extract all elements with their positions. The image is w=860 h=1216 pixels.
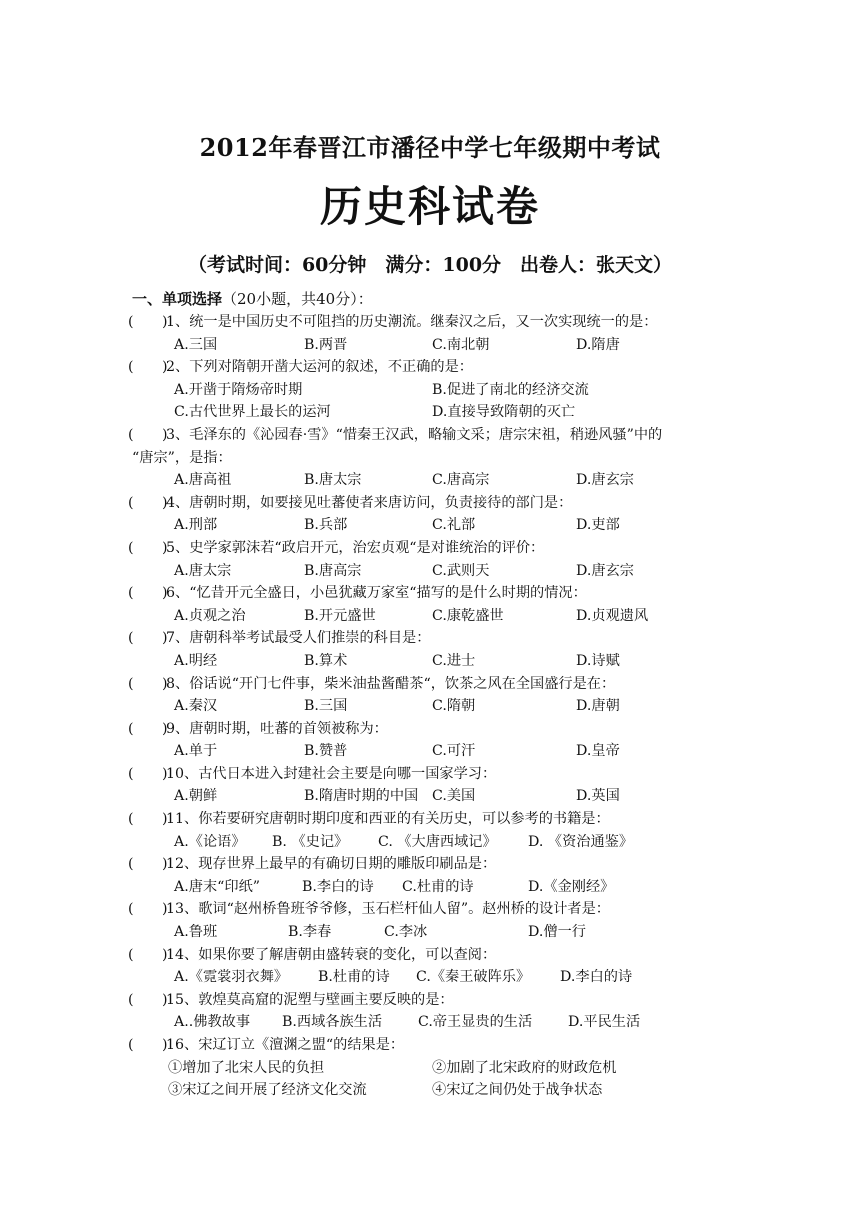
question-continuation-line bbox=[0, 447, 860, 470]
answer-option: C.杜甫的诗 bbox=[402, 878, 474, 895]
answer-option: A.唐太宗 bbox=[174, 562, 232, 579]
question-text: 12、现存世界上最早的有确切日期的雕版印刷品是： bbox=[166, 856, 497, 873]
answer-paren-close: ) bbox=[162, 426, 168, 443]
answer-option: ①增加了北宋人民的负担 bbox=[168, 1059, 325, 1076]
answer-option: B.两晋 bbox=[304, 336, 348, 353]
answer-option: A.鲁班 bbox=[174, 924, 218, 941]
question-line bbox=[0, 1034, 860, 1057]
answer-paren-open: ( bbox=[128, 811, 134, 828]
answer-option: D.贞观遗风 bbox=[576, 607, 649, 624]
answer-option: A.《论语》 bbox=[174, 833, 246, 850]
answer-option: C.武则天 bbox=[432, 562, 490, 579]
options-line bbox=[0, 334, 860, 357]
question-continuation: “唐宗”，是指： bbox=[132, 449, 232, 466]
answer-option: B.杜甫的诗 bbox=[318, 969, 390, 986]
question-list bbox=[0, 311, 860, 1102]
question-text: 2、下列对隋朝开凿大运河的叙述，不正确的是： bbox=[166, 359, 473, 376]
answer-option: A.明经 bbox=[174, 652, 218, 669]
question-text: 3、毛泽东的《沁园春·雪》“惜秦王汉武，略输文采；唐宗宋祖，稍逊风骚”中的 bbox=[166, 426, 663, 443]
answer-paren-open: ( bbox=[128, 856, 134, 873]
answer-option: D.英国 bbox=[576, 788, 620, 805]
answer-option: D.平民生活 bbox=[568, 1014, 641, 1031]
answer-option: C.康乾盛世 bbox=[432, 607, 504, 624]
answer-option: D.吏部 bbox=[576, 517, 620, 534]
question-line bbox=[0, 944, 860, 967]
answer-option: B. 《史记》 bbox=[272, 833, 349, 850]
answer-paren-open: ( bbox=[128, 946, 134, 963]
answer-option: B.赞普 bbox=[304, 743, 348, 760]
answer-option: D.僧一行 bbox=[528, 924, 586, 941]
section-title: 一、单项选择 bbox=[132, 290, 223, 308]
answer-option: A.贞观之治 bbox=[174, 607, 246, 624]
question-text: 13、歌词“赵州桥鲁班爷爷修，玉石栏杆仙人留”。赵州桥的设计者是： bbox=[166, 901, 610, 918]
answer-paren-open: ( bbox=[128, 585, 134, 602]
answer-option: A.单于 bbox=[174, 743, 218, 760]
answer-option: B.李白的诗 bbox=[302, 878, 374, 895]
answer-paren-close: ) bbox=[162, 811, 168, 828]
answer-option: C.进士 bbox=[432, 652, 476, 669]
question-text: 8、俗话说“开门七件事，柴米油盐酱醋茶“，饮茶之风在全国盛行是在： bbox=[166, 675, 616, 692]
answer-paren-open: ( bbox=[128, 539, 134, 556]
answer-paren-open: ( bbox=[128, 720, 134, 737]
answer-option: B.算术 bbox=[304, 652, 348, 669]
answer-paren-close: ) bbox=[162, 585, 168, 602]
answer-option: C.隋朝 bbox=[432, 698, 476, 715]
options-line bbox=[0, 695, 860, 718]
answer-paren-close: ) bbox=[162, 675, 168, 692]
answer-paren-close: ) bbox=[162, 630, 168, 647]
answer-paren-open: ( bbox=[128, 765, 134, 782]
answer-paren-open: ( bbox=[128, 630, 134, 647]
question-text: 4、唐朝时期，如要接见吐蕃使者来唐访问，负责接待的部门是： bbox=[166, 494, 573, 511]
answer-option: C.南北朝 bbox=[432, 336, 490, 353]
question-text: 6、“忆昔开元全盛日，小邑犹藏万家室“描写的是什么时期的情况： bbox=[166, 585, 587, 602]
options-line bbox=[0, 560, 860, 583]
question-line bbox=[0, 356, 860, 379]
question-text: 5、史学家郭沫若“政启开元，治宏贞观“是对谁统治的评价： bbox=[166, 539, 545, 556]
answer-option: C.古代世界上最长的运河 bbox=[174, 404, 331, 421]
answer-paren-open: ( bbox=[128, 991, 134, 1008]
answer-paren-open: ( bbox=[128, 494, 134, 511]
answer-option: A.朝鲜 bbox=[174, 788, 218, 805]
answer-paren-close: ) bbox=[162, 765, 168, 782]
answer-option: A.刑部 bbox=[174, 517, 218, 534]
answer-option: C. 《大唐西域记》 bbox=[378, 833, 497, 850]
question-text: 9、唐朝时期，吐蕃的首领被称为： bbox=[166, 720, 388, 737]
answer-option: C.礼部 bbox=[432, 517, 476, 534]
question-text: 15、敦煌莫高窟的泥塑与壁画主要反映的是： bbox=[166, 991, 454, 1008]
answer-paren-close: ) bbox=[162, 494, 168, 511]
question-line bbox=[0, 311, 860, 334]
exam-title: 2012年春晋江市潘径中学七年级期中考试 bbox=[199, 133, 661, 162]
options-line bbox=[0, 650, 860, 673]
question-text: 10、古代日本进入封建社会主要是向哪一国家学习： bbox=[166, 765, 497, 782]
subject-title: 历史科试卷 bbox=[319, 182, 540, 231]
answer-option: D. 《资治通鉴》 bbox=[528, 833, 634, 850]
answer-option: C.美国 bbox=[432, 788, 476, 805]
answer-option: ④宋辽之间仍处于战争状态 bbox=[432, 1082, 603, 1099]
answer-option: D.诗赋 bbox=[576, 652, 620, 669]
answer-option: D.隋唐 bbox=[576, 336, 620, 353]
options-line bbox=[0, 605, 860, 628]
options-line bbox=[0, 514, 860, 537]
answer-option: B.隋唐时期的中国 bbox=[304, 788, 419, 805]
question-line bbox=[0, 492, 860, 515]
answer-paren-open: ( bbox=[128, 314, 134, 330]
answer-option: B.促进了南北的经济交流 bbox=[432, 381, 589, 398]
answer-option: D.唐玄宗 bbox=[576, 562, 634, 579]
answer-option: D.唐玄宗 bbox=[576, 472, 634, 489]
answer-option: B.西域各族生活 bbox=[282, 1014, 383, 1031]
answer-option: ②加剧了北宋政府的财政危机 bbox=[432, 1059, 617, 1076]
options-line bbox=[0, 469, 860, 492]
answer-option: B.李春 bbox=[288, 924, 332, 941]
answer-option: D.皇帝 bbox=[576, 743, 620, 760]
answer-paren-open: ( bbox=[128, 426, 134, 443]
question-line bbox=[0, 537, 860, 560]
question-line bbox=[0, 627, 860, 650]
answer-option: A.三国 bbox=[174, 336, 218, 353]
options-line bbox=[0, 966, 860, 989]
answer-option: A.开凿于隋炀帝时期 bbox=[174, 381, 303, 398]
options-line bbox=[0, 831, 860, 854]
answer-option: B.唐太宗 bbox=[304, 472, 362, 489]
answer-option: A.唐末“印纸” bbox=[174, 878, 261, 895]
answer-option: A..佛教故事 bbox=[174, 1014, 251, 1031]
options-line bbox=[0, 785, 860, 808]
options-line bbox=[0, 1079, 860, 1102]
question-line bbox=[0, 582, 860, 605]
answer-paren-close: ) bbox=[162, 946, 168, 963]
answer-option: ③宋辽之间开展了经济文化交流 bbox=[168, 1082, 367, 1099]
answer-option: B.开元盛世 bbox=[304, 607, 376, 624]
answer-option: D.李白的诗 bbox=[560, 969, 633, 986]
question-text: 14、如果你要了解唐朝由盛转衰的变化，可以查阅： bbox=[166, 946, 497, 963]
answer-paren-open: ( bbox=[128, 1037, 134, 1053]
answer-option: C.李冰 bbox=[384, 924, 428, 941]
options-line bbox=[0, 921, 860, 944]
question-line bbox=[0, 898, 860, 921]
answer-option: B.唐高宗 bbox=[304, 562, 362, 579]
answer-paren-close: ) bbox=[162, 1037, 168, 1053]
answer-paren-open: ( bbox=[128, 901, 134, 918]
answer-option: D.《金刚经》 bbox=[528, 878, 615, 895]
question-text: 7、唐朝科举考试最受人们推崇的科目是： bbox=[166, 630, 431, 647]
answer-option: C.可汗 bbox=[432, 743, 476, 760]
answer-option: C.唐高宗 bbox=[432, 472, 490, 489]
options-line bbox=[0, 379, 860, 402]
answer-option: A.秦汉 bbox=[174, 698, 218, 715]
section-heading bbox=[132, 288, 373, 309]
section-note: （20小题，共40分）： bbox=[222, 290, 373, 308]
answer-paren-close: ) bbox=[162, 539, 168, 556]
exam-info: （考试时间：60分钟 满分：100分 出卷人：张天文） bbox=[187, 254, 673, 276]
answer-option: C.《秦王破阵乐》 bbox=[416, 969, 531, 986]
question-line bbox=[0, 808, 860, 831]
question-text: 1、统一是中国历史不可阻挡的历史潮流。继秦汉之后，又一次实现统一的是： bbox=[166, 314, 658, 330]
question-line bbox=[0, 763, 860, 786]
question-line bbox=[0, 718, 860, 741]
options-line bbox=[0, 1011, 860, 1034]
options-line bbox=[0, 740, 860, 763]
answer-option: B.兵部 bbox=[304, 517, 348, 534]
answer-option: A.《霓裳羽衣舞》 bbox=[174, 969, 289, 986]
answer-paren-close: ) bbox=[162, 314, 168, 330]
answer-option: D.直接导致隋朝的灭亡 bbox=[432, 404, 576, 421]
options-line bbox=[0, 401, 860, 424]
question-line bbox=[0, 989, 860, 1012]
answer-paren-close: ) bbox=[162, 991, 168, 1008]
options-line bbox=[0, 876, 860, 899]
question-line bbox=[0, 673, 860, 696]
question-text: 16、宋辽订立《澶渊之盟“的结果是： bbox=[166, 1037, 405, 1053]
answer-option: D.唐朝 bbox=[576, 698, 620, 715]
options-line bbox=[0, 1057, 860, 1080]
answer-paren-close: ) bbox=[162, 901, 168, 918]
question-text: 11、你若要研究唐朝时期印度和西亚的有关历史，可以参考的书籍是： bbox=[166, 811, 610, 828]
question-line bbox=[0, 853, 860, 876]
answer-paren-open: ( bbox=[128, 359, 134, 376]
answer-paren-close: ) bbox=[162, 720, 168, 737]
question-line bbox=[0, 424, 860, 447]
answer-paren-open: ( bbox=[128, 675, 134, 692]
answer-paren-close: ) bbox=[162, 856, 168, 873]
answer-paren-close: ) bbox=[162, 359, 168, 376]
answer-option: B.三国 bbox=[304, 698, 348, 715]
answer-option: A.唐高祖 bbox=[174, 472, 232, 489]
answer-option: C.帝王显贵的生活 bbox=[418, 1014, 533, 1031]
